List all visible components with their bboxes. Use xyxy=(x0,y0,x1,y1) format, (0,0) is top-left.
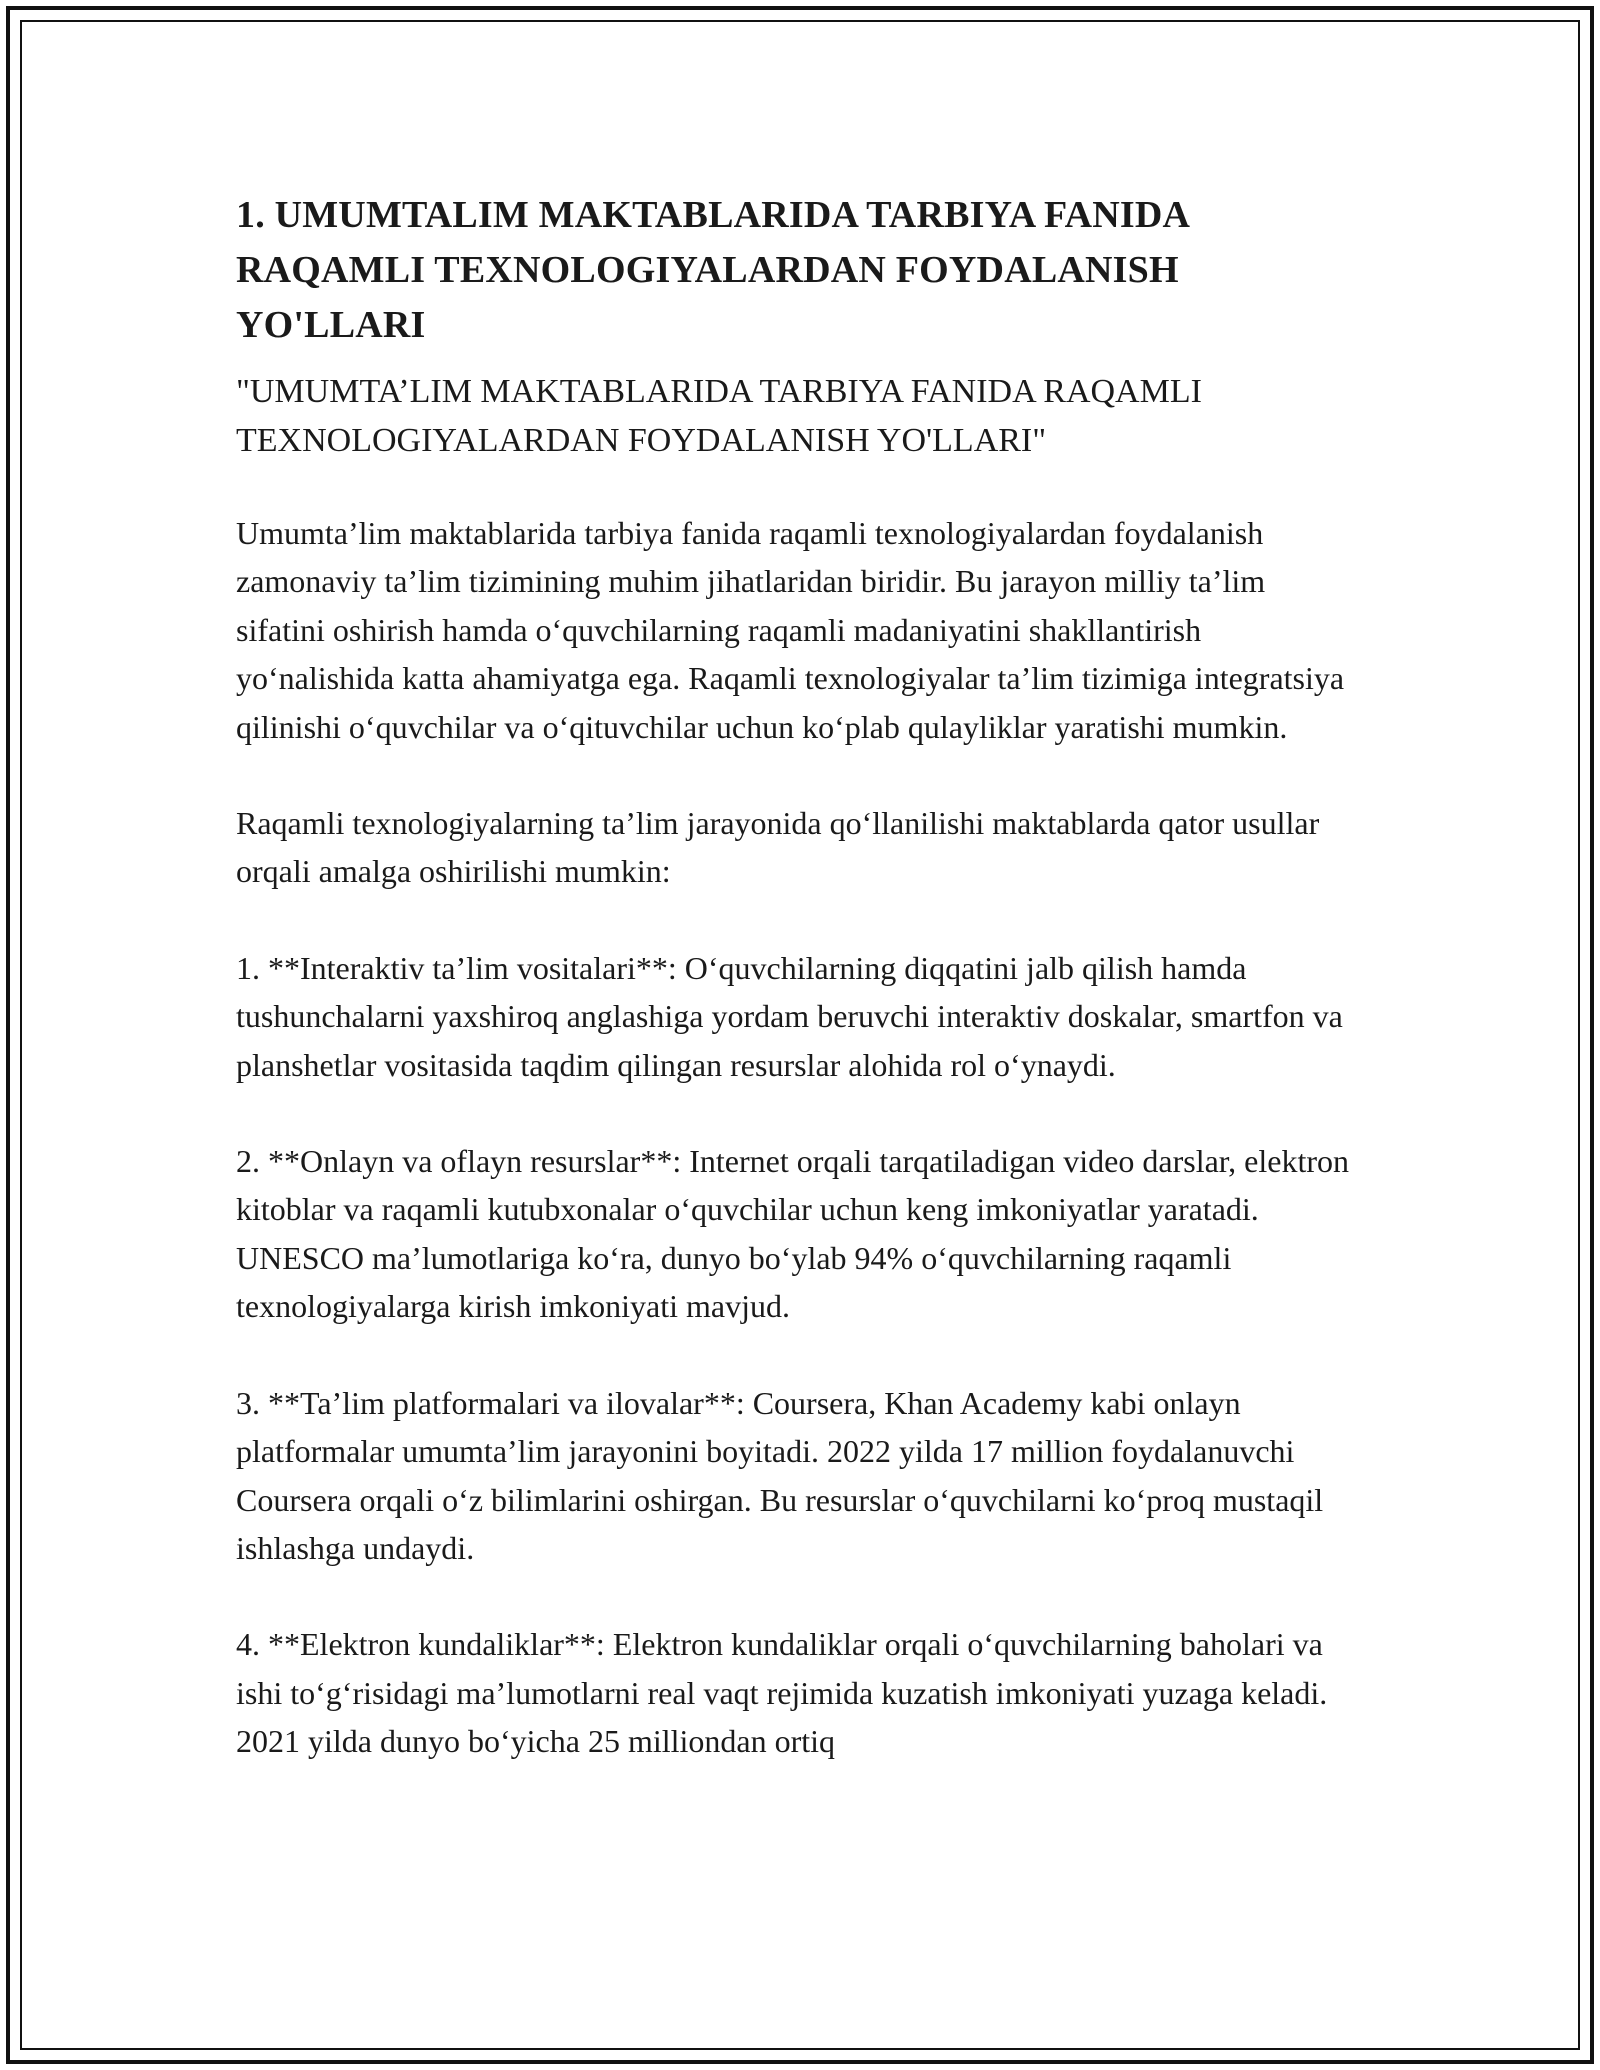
list-item-interactive-tools: 1. **Interaktiv ta’lim vositalari**: O‘quvchilarning diqqatini jalb qilish hamda tushunchalarni yaxshiroq anglashiga yordam beruvchi interaktiv doskalar, smartfon va planshetlar vositasida taqdim qilingan resurslar alohida rol o‘ynaydi. xyxy=(236,949,1343,1083)
document-title: 1. UMUMTALIM MAKTABLARIDA TARBIYA FANIDA RAQAMLI TEXNOLOGIYALARDAN FOYDALANISH YO'LLARI xyxy=(236,194,1189,346)
list-item-learning-platforms: 3. **Ta’lim platformalari va ilovalar**: Coursera, Khan Academy kabi onlayn platformalar umumta’lim jarayonini boyitadi. 2022 yilda 17 million foydalanuvchi Coursera orqali o‘z bilimlarini oshirgan. Bu resurslar o‘quvchilarni ko‘proq mustaqil ishlashga undaydi. xyxy=(236,1384,1324,1566)
document-subtitle: "UMUMTA’LIM MAKTABLARIDA TARBIYA FANIDA RAQAMLI TEXNOLOGIYALARDAN FOYDALANISH YO'LLARI" xyxy=(236,373,1202,459)
list-item-electronic-diaries: 4. **Elektron kundaliklar**: Elektron kundaliklar orqali o‘quvchilarning baholari va ishi to‘g‘risidagi ma’lumotlarni real vaqt rejimida kuzatish imkoniyati yuzaga keladi. 2021 yilda dunyo bo‘yicha 25 milliondan ortiq xyxy=(236,1626,1328,1760)
list-item-online-offline-resources: 2. **Onlayn va oflayn resurslar**: Internet orqali tarqatiladigan video darslar, elektron kitoblar va raqamli kutubxonalar o‘quvchilar uchun keng imkoniyatlar yaratadi. UNESCO ma’lumotlariga ko‘ra, dunyo bo‘ylab 94% o‘quvchilarning raqamli texnologiyalarga kirish imkoniyati mavjud. xyxy=(236,1143,1349,1325)
paragraph-methods-lead: Raqamli texnologiyalarning ta’lim jarayonida qo‘llanilishi maktablarda qator usullar orqali amalga oshirilishi mumkin: xyxy=(236,805,1320,890)
document-body xyxy=(236,188,1356,1766)
paragraph-intro: Umumta’lim maktablarida tarbiya fanida raqamli texnologiyalardan foydalanish zamonaviy ta’lim tizimining muhim jihatlaridan biridir. Bu jarayon milliy ta’lim sifatini oshirish hamda o‘quvchilarning raqamli madaniyatini shakllantirish yo‘nalishida katta ahamiyatga ega. Raqamli texnologiyalar ta’lim tizimiga integratsiya qilinishi o‘quvchilar va o‘qituvchilar uchun ko‘plab qulayliklar yaratishi mumkin. xyxy=(236,515,1345,745)
